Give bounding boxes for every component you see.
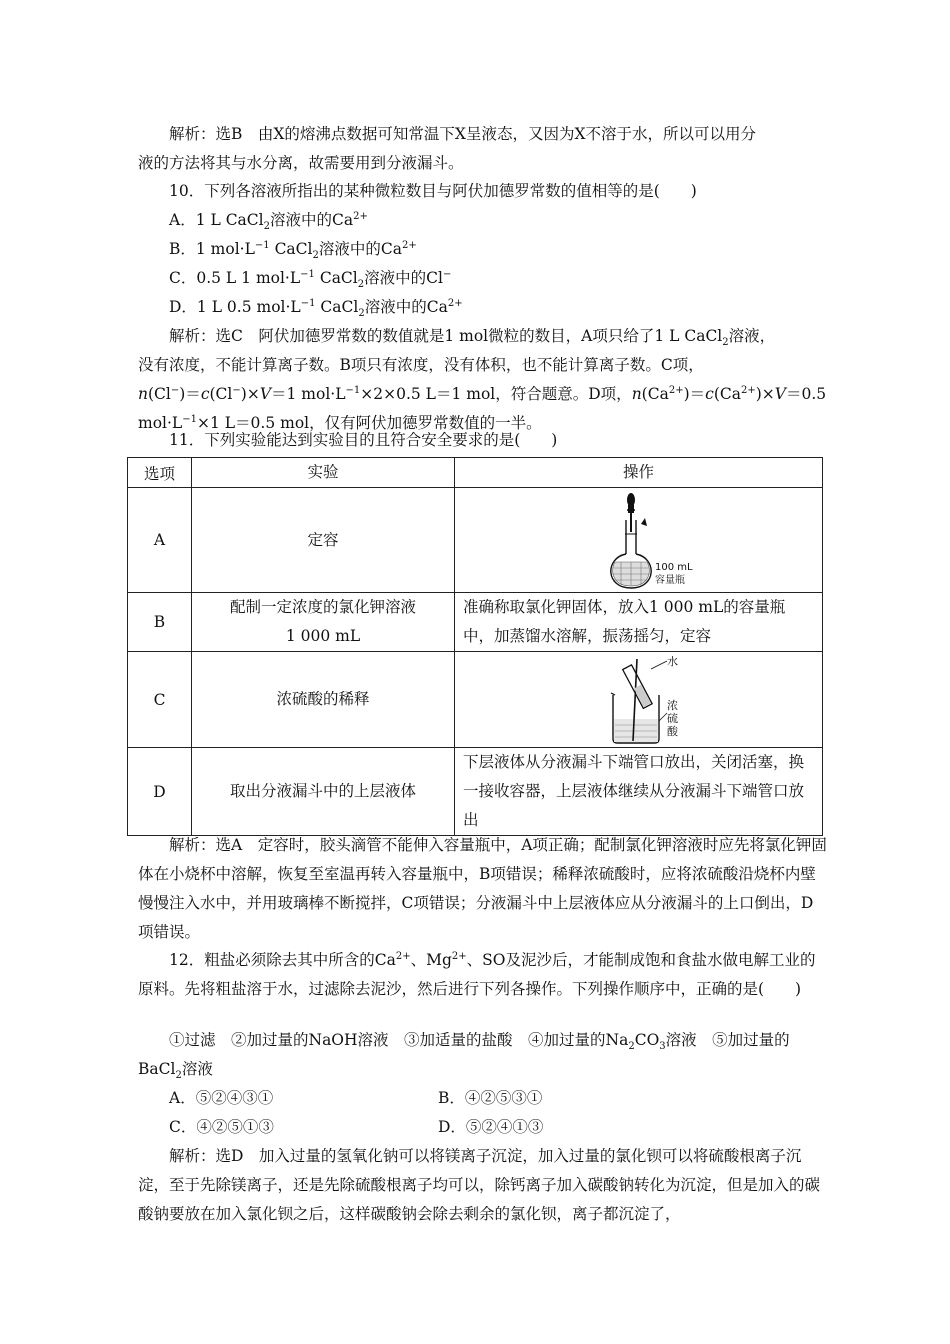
row-d-experiment: 取出分液漏斗中的上层液体 [192,748,455,836]
row-a-experiment: 定容 [192,488,455,593]
q12-option-d: D．⑤②④①③ [438,1118,544,1136]
q10-option-b: B．1 $mol\cdot L^{-1}$ CaCl$_2$溶液中的$Ca^{2+}$ [169,239,417,262]
table-header-row [128,458,823,488]
q11-stem: 11．下列实验能达到实验目的且符合安全要求的是( ) [169,431,558,449]
q12-option-c: C．④②⑤①③ [169,1118,274,1136]
q10-answer-line1: 解析：选C 阿伏加德罗常数的数值就是1 mol微粒的数目，A项只给了1 L CaCl$_2$溶液， [169,327,776,349]
row-b-experiment: 配制一定浓度的氯化钾溶液 1 000 mL [192,593,455,652]
q12-option-b: B．④②⑤③① [438,1089,543,1107]
q10-stem: 10．下列各溶液所指出的某种微粒数目与阿伏加德罗常数的值相等的是( ) [169,182,697,200]
q11-answer: 解析：选A 定容时，胶头滴管不能伸入容量瓶中，A项正确；配制氯化钾溶液时应先将氯化钾固体在小烧杯中溶解，恢复至室温再转入容量瓶中，B项错误；稀释浓硫酸时，应将浓硫酸沿烧杯内壁慢慢注入水中，并用玻璃棒不断搅拌，C项错误；分液漏斗中上层液体应从分液漏斗的上口倒出，D项错误。 [138,836,827,941]
label-water: 水 [667,654,678,668]
row-b-option: B [128,593,192,652]
q9-answer-line2: 液的方法将其与水分离，故需要用到分液漏斗。 [138,154,464,172]
row-c-experiment: 浓硫酸的稀释 [192,652,455,748]
q9-answer-line1: 解析：选B 由X的熔沸点数据可知常温下X呈液态，又因为X不溶于水，所以可以用分 [169,125,756,143]
label-acid-3: 酸 [667,724,678,738]
table-row [128,748,823,836]
row-d-option: D [128,748,192,836]
table-row [128,652,823,748]
q10-option-a: A．1 L CaCl$_2$溶液中的$Ca^{2+}$ [169,210,368,233]
row-d-operation: 下层液体从分液漏斗下端管口放出，关闭活塞，换一接收容器，上层液体继续从分液漏斗下端管口放出 [455,748,823,836]
row-a-option: A [128,488,192,593]
row-c-operation [455,652,823,748]
header-operation: 操作 [455,458,823,488]
volumetric-flask-figure [601,490,721,590]
q12-option-a: A．⑤②④③① [169,1089,274,1107]
row-a-operation [455,488,823,593]
q10-answer-line4: $mol\cdot L^{-1}\times 1$ L＝0.5 mol，仅有阿伏加德罗常数值的一半。 [138,413,542,432]
flask-label-name: 容量瓶 [655,575,685,586]
q10-option-c: C．0.5 L 1 $mol\cdot L^{-1}$ CaCl$_2$溶液中的Cl− [169,268,452,291]
header-option: 选项 [128,458,192,488]
q12-operations: ①过滤 ②加过量的NaOH溶液 ③加适量的盐酸 ④加过量的$Na_2CO_3$溶液 ⑤加过量的BaCl$_2$溶液 [138,1031,790,1082]
q11-table [127,457,823,836]
q12-answer: 解析：选D 加入过量的氢氧化钠可以将镁离子沉淀，加入过量的氯化钡可以将硫酸根离子沉淀，至于先除镁离子，还是先除硫酸根离子均可以，除钙离子加入碳酸钠转化为沉淀，但是加入的碳酸钠要放在加入氯化钡之后，这样碳酸钠会除去剩余的氯化钡，离子都沉淀了， [138,1147,821,1223]
label-acid-1: 浓 [667,698,678,712]
row-c-option: C [128,652,192,748]
row-b-operation: 准确称取氯化钾固体，放入1 000 mL的容量瓶中，加蒸馏水溶解，振荡摇匀，定容 [455,593,823,652]
q12-stem: 12．粗盐必须除去其中所含的$Ca^{2+}$、$Mg^{2+}$、SO及泥沙后，才能制成饱和食盐水做电解工业的原料。先将粗盐溶于水，过滤除去泥沙，然后进行下列各操作。下列操作顺序中，正确的是( ) [138,950,816,998]
beaker-dilution-figure [603,655,703,745]
table-row [128,488,823,593]
label-acid-2: 硫 [667,711,678,725]
q10-answer-line2: 没有浓度，不能计算离子数。B项只有浓度，没有体积，也不能计算离子数。C项， [138,356,704,374]
table-row [128,593,823,652]
header-experiment: 实验 [192,458,455,488]
flask-label-volume: 100 mL [655,562,693,573]
q10-answer-line3: n(Cl−)＝c(Cl−)×V＝1 $mol\cdot L^{-1}\times 2\times 0.5$ L＝1 mol，符合题意。D项，$n(Ca^{2+})=c(Ca^{2+})\times V=0.5$ [138,384,827,403]
q10-option-d: D．1 L 0.5 $mol\cdot L^{-1}$ CaCl$_2$溶液中的$Ca^{2+}$ [169,297,463,320]
